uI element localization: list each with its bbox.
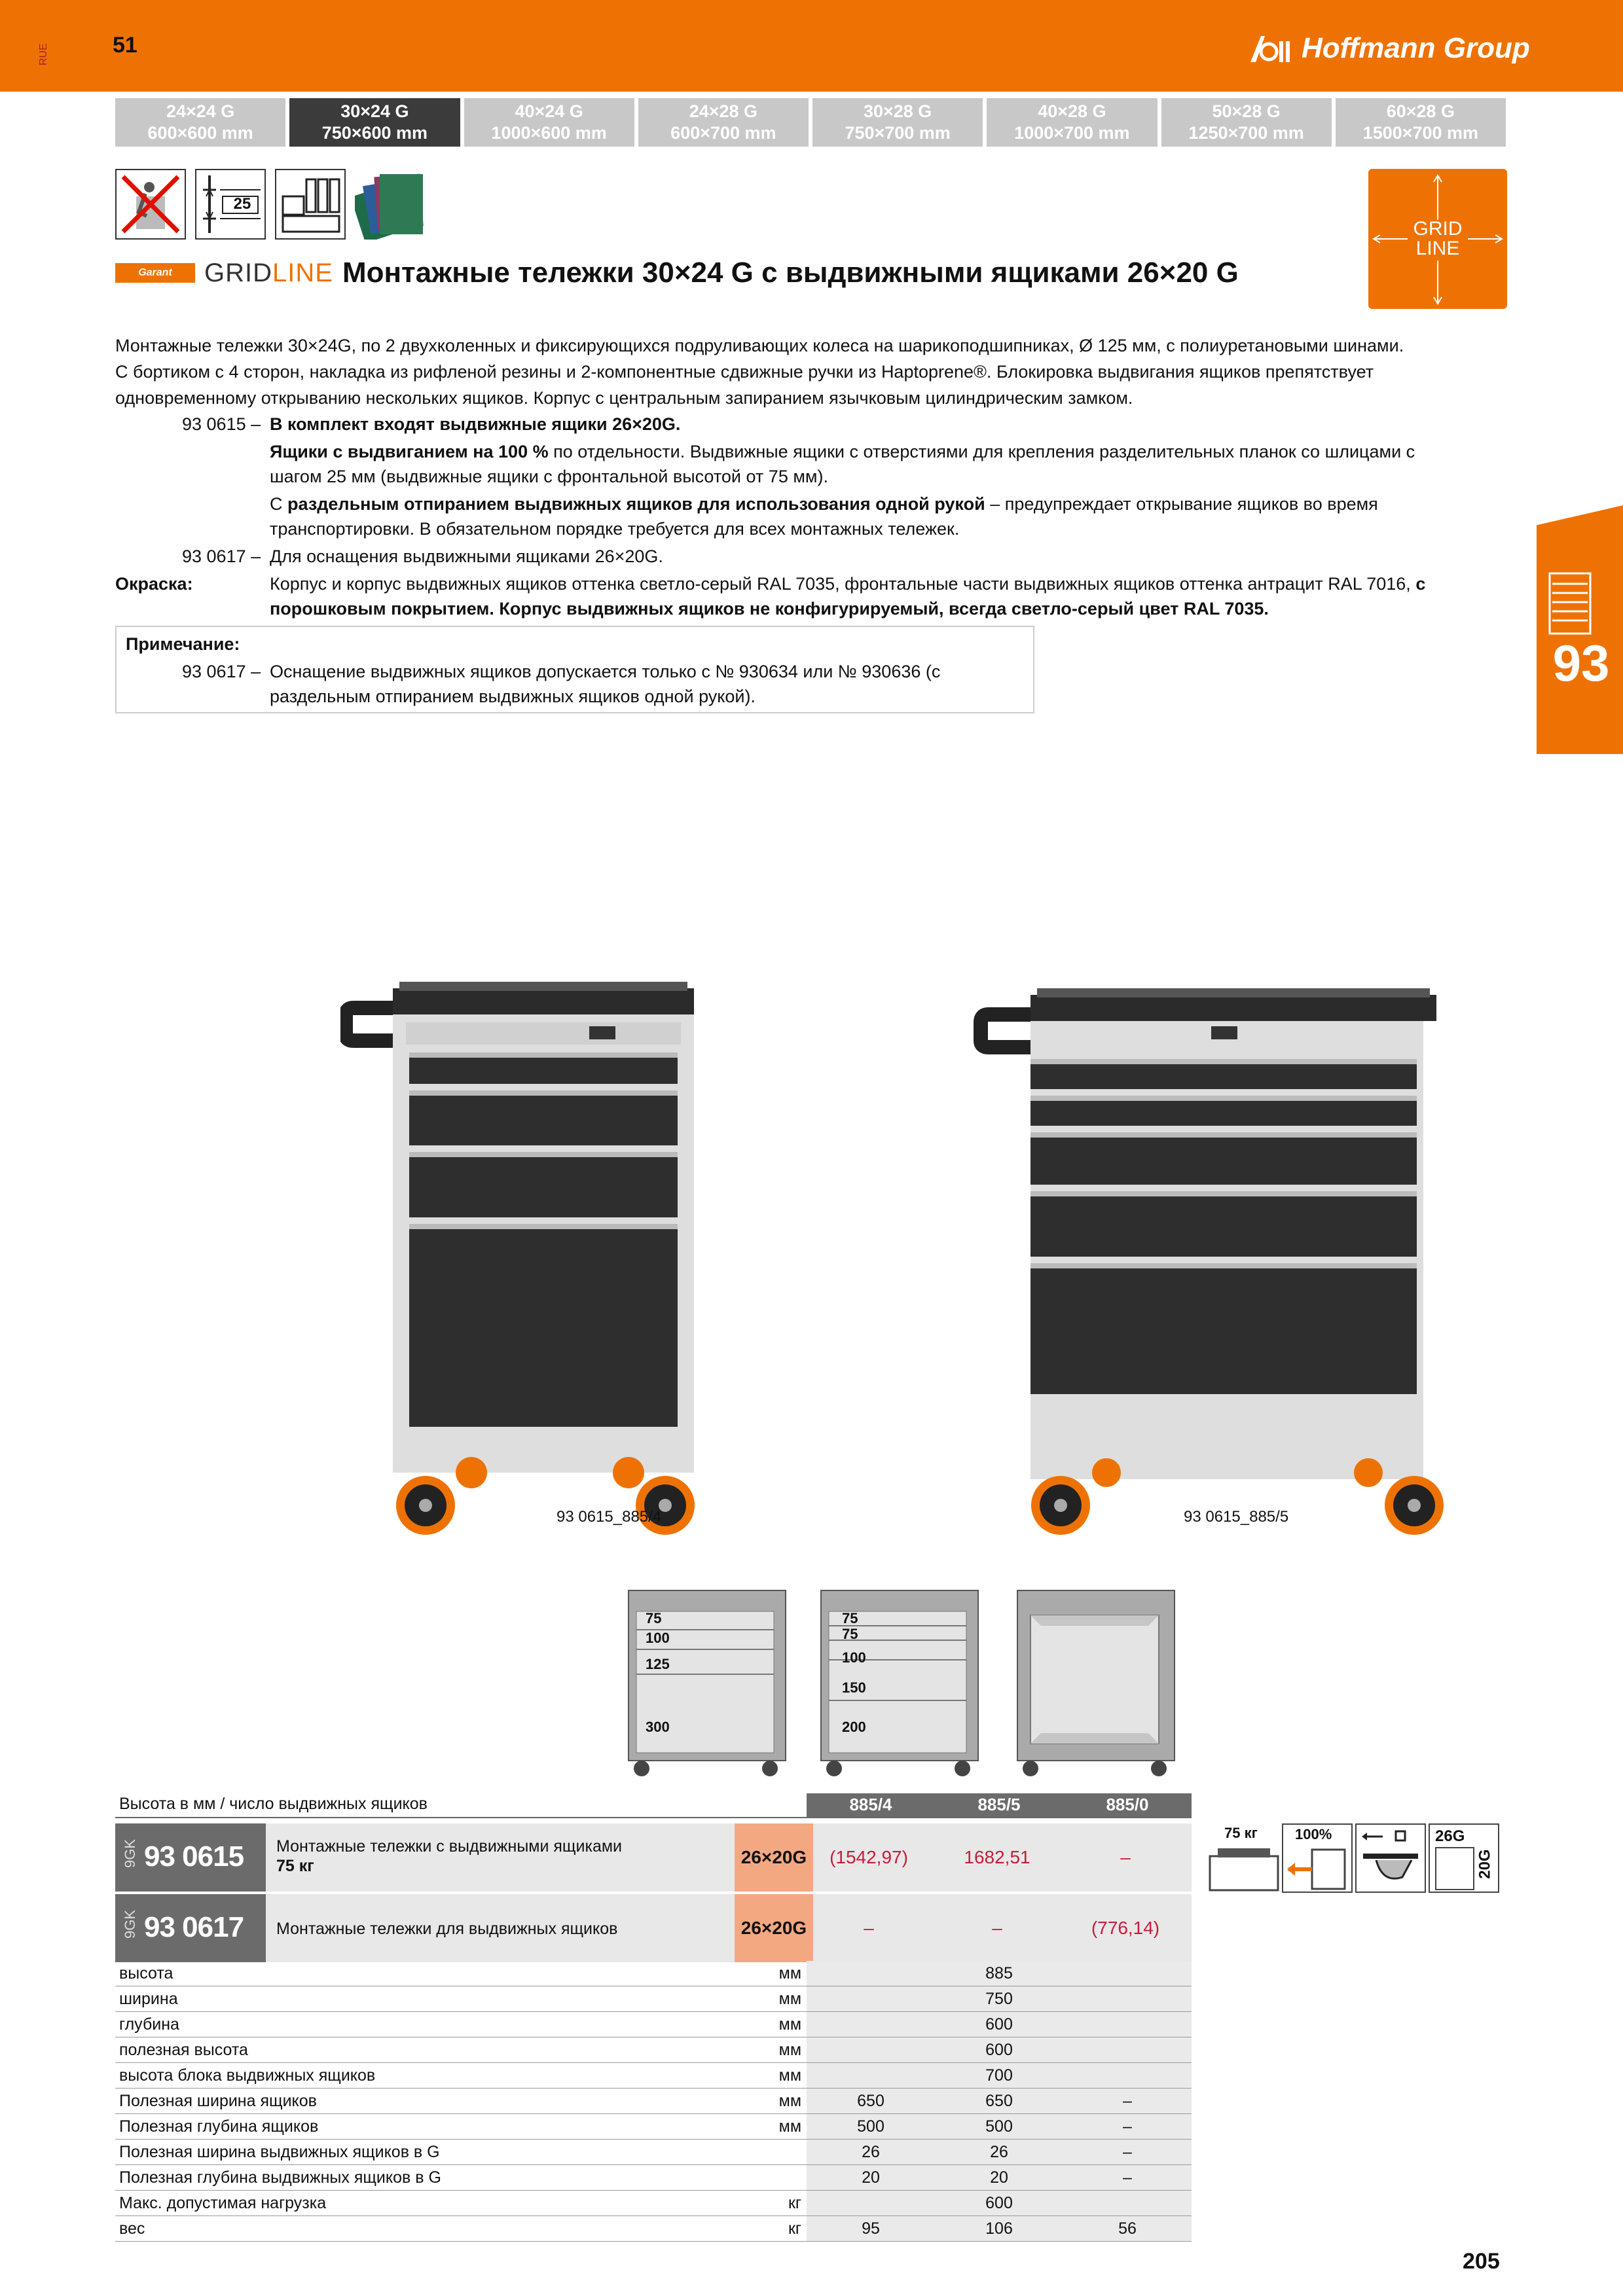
load-capacity-label: 75 кг: [1224, 1825, 1258, 1841]
description-line: Монтажные тележки 30×24G, по 2 двухколенных и фиксирующихся подруливающих колеса на шарикоподшипниках, Ø 125 мм, с полиуретановыми шинами.: [115, 336, 1404, 355]
drawer-diagram-885-5: [808, 1584, 991, 1780]
cart-4-drawers-image: [340, 969, 720, 1545]
binders-icon: [275, 169, 346, 240]
gridline-badge: [1368, 169, 1507, 309]
item-paragraph: [270, 439, 1415, 465]
table-header: [115, 1793, 1192, 1818]
paint-text: [270, 571, 1425, 597]
price-cell: 1682,51: [964, 1847, 1030, 1867]
page-title: Монтажные тележки 30×24 G с выдвижными ящиками 26×20 G: [342, 257, 1239, 289]
spec-row: [115, 1961, 1192, 1986]
size-tab[interactable]: [987, 98, 1157, 147]
column-header: 885/5: [977, 1795, 1021, 1814]
single-hand-lock-icon: [1355, 1823, 1426, 1893]
size-tab[interactable]: [638, 98, 809, 147]
sku-block: [115, 1894, 266, 1962]
tab-size-mm: 750×600 mm: [321, 123, 428, 143]
spec-label: высота: [119, 1964, 173, 1982]
paint-label: Окраска:: [115, 574, 193, 594]
spec-value: 885: [985, 1964, 1013, 1982]
grid-depth-label: 20G: [1476, 1849, 1494, 1879]
tab-size-g: 24×24 G: [166, 101, 235, 121]
spec-value: –: [1123, 2117, 1132, 2136]
drawer-diagram-885-0: [1004, 1584, 1188, 1780]
diagram-label: 150: [842, 1679, 866, 1696]
page-number: 205: [1463, 2249, 1500, 2274]
diagram-label: 75: [842, 1626, 858, 1642]
spec-row: [115, 2089, 1192, 2114]
spec-value: –: [1123, 2143, 1132, 2161]
item-text: С: [270, 494, 287, 514]
spec-value: 500: [857, 2117, 884, 2136]
spec-value: 20: [990, 2168, 1008, 2187]
spec-value: 600: [985, 2015, 1013, 2034]
note-text: раздельным отпиранием выдвижных ящиков одной рукой).: [270, 687, 756, 706]
item-code: 93 0617 –: [182, 547, 261, 566]
size-tabs: [115, 98, 1506, 147]
spec-value: 600: [985, 2041, 1013, 2059]
catalog-section-number: 51: [113, 33, 137, 58]
color-swatches-icon: [355, 169, 426, 240]
spec-label: глубина: [119, 2015, 179, 2034]
spec-label: Полезная глубина выдвижных ящиков в G: [119, 2168, 441, 2187]
diagram-label: 100: [646, 1630, 670, 1646]
tab-size-mm: 750×700 mm: [845, 123, 951, 143]
spec-row: [115, 2037, 1192, 2063]
spec-table: [115, 1961, 1192, 2241]
product-row[interactable]: [115, 1823, 1192, 1892]
sku-number: 93 0617: [144, 1911, 244, 1943]
spec-label: Полезная глубина ящиков: [119, 2117, 319, 2136]
item-text: Для оснащения выдвижными ящиками 26×20G.: [270, 547, 663, 566]
sku-block: [115, 1823, 266, 1892]
diagram-label: 125: [646, 1656, 670, 1672]
note-label: Примечание:: [126, 634, 240, 654]
spec-label: Полезная ширина ящиков: [119, 2092, 317, 2110]
spec-value: –: [1123, 2168, 1132, 2187]
spec-unit: кг: [788, 2219, 801, 2238]
diagram-label: 100: [842, 1649, 866, 1666]
spec-label: вес: [119, 2219, 145, 2238]
spec-label: Макс. допустимая нагрузка: [119, 2194, 327, 2212]
item-text: В комплект входят выдвижные ящики 26×20G.: [270, 414, 681, 434]
drawer-pitch-icon: [195, 169, 266, 240]
hoffmann-logo-icon: [1249, 32, 1295, 65]
spec-value: 26: [990, 2143, 1008, 2161]
feature-icons: [115, 169, 426, 241]
item-bold: раздельным отпиранием выдвижных ящиков для использования одной рукой: [287, 494, 985, 514]
grid-box: [1435, 1847, 1474, 1890]
extension-label: 100%: [1295, 1826, 1332, 1842]
price-cell: –: [992, 1918, 1002, 1938]
size-tab[interactable]: [1161, 98, 1332, 147]
spec-unit: мм: [778, 2015, 801, 2034]
spec-row: [115, 1986, 1192, 2012]
gridline-badge-line1: GRID: [1413, 218, 1463, 240]
drawer-type: 26×20G: [735, 1894, 813, 1962]
paint-text: порошковым покрытием. Корпус выдвижных ящиков не конфигурируемый, всегда светло-серый цвет RAL 7035.: [270, 599, 1269, 619]
sku-number: 93 0615: [144, 1840, 244, 1873]
table-header-label: Высота в мм / число выдвижных ящиков: [119, 1795, 428, 1813]
spec-row: [115, 2114, 1192, 2140]
item-bold: Ящики с выдвиганием на 100 %: [270, 442, 549, 461]
tab-size-g: 30×28 G: [863, 101, 932, 121]
spec-value: 56: [1118, 2219, 1137, 2238]
grid-width-label: 26G: [1435, 1827, 1465, 1845]
cabinet-icon: [1547, 571, 1593, 636]
spec-value: –: [1123, 2092, 1132, 2110]
tab-size-g: 40×24 G: [515, 101, 583, 121]
price-cell: (776,14): [1091, 1918, 1160, 1938]
spec-unit: мм: [778, 2066, 801, 2085]
tab-size-g: 30×24 G: [340, 101, 409, 121]
full-extension-icon: [1282, 1823, 1353, 1893]
gridline-badge-line2: LINE: [1415, 238, 1460, 259]
gridline-logo-a: GRID: [204, 258, 272, 287]
spec-value: 20: [862, 2168, 880, 2187]
product-name: Монтажные тележки для выдвижных ящиков: [276, 1920, 618, 1938]
spec-value: 650: [985, 2092, 1013, 2110]
spec-label: полезная высота: [119, 2041, 248, 2059]
column-header: 885/4: [849, 1795, 892, 1814]
tab-size-mm: 1500×700 mm: [1362, 123, 1479, 143]
spec-row: [115, 2140, 1192, 2165]
size-tab[interactable]: [115, 98, 285, 147]
spec-row: [115, 2063, 1192, 2089]
drawer-diagram-885-4: [615, 1584, 799, 1780]
note-text: Оснащение выдвижных ящиков допускается только с № 930634 или № 930636 (с: [270, 662, 941, 681]
size-tab[interactable]: [464, 98, 634, 147]
garant-logo: Garant: [115, 263, 195, 283]
price-cell: (1542,97): [830, 1847, 908, 1867]
gridline-logo-b: LINE: [272, 258, 333, 287]
diagram-label: 75: [842, 1610, 858, 1626]
size-tab[interactable]: [812, 98, 983, 147]
grid-size-icon: [1429, 1823, 1499, 1893]
spec-row: [115, 2165, 1192, 2191]
spec-unit: мм: [778, 2117, 801, 2136]
item-text: – предупреждает открывание ящиков во время: [985, 494, 1378, 514]
tab-size-mm: 1000×700 mm: [1014, 123, 1130, 143]
tab-size-g: 40×28 G: [1038, 101, 1106, 121]
title-row: [115, 254, 1239, 292]
load-capacity-icon: [1209, 1823, 1279, 1893]
paint-text-b: с: [1415, 574, 1426, 594]
drawer-type: 26×20G: [735, 1823, 813, 1892]
spec-unit: мм: [778, 2041, 801, 2059]
spec-unit: кг: [788, 2194, 801, 2212]
spec-value: 650: [857, 2092, 884, 2110]
tab-size-g: 60×28 G: [1386, 101, 1455, 121]
diagram-label: 200: [842, 1719, 866, 1735]
description-line: одновременному открыванию нескольких ящиков. Корпус с центральным запиранием язычковым цилиндрическим замком.: [115, 388, 1133, 408]
item-paragraph: транспортировки. В обязательном порядке требуется для всех монтажных тележек.: [270, 519, 960, 539]
spec-value: 106: [985, 2219, 1013, 2238]
tab-size-g: 24×28 G: [689, 101, 758, 121]
sku-prefix: 9GK: [122, 1910, 138, 1939]
paint-text-a: Корпус и корпус выдвижных ящиков оттенка светло-серый RAL 7035, фронтальные части выдвижных ящиков оттенка антрацит RAL 7016,: [270, 574, 1416, 594]
tab-size-mm: 1250×700 mm: [1188, 123, 1304, 143]
cart-5-drawers-image: [962, 975, 1512, 1551]
pitch-label: 25: [233, 195, 251, 213]
spec-row: [115, 2216, 1192, 2242]
language-code: RUE: [38, 43, 49, 65]
product-load: 75 кг: [276, 1857, 314, 1875]
spec-value: 700: [985, 2066, 1013, 2085]
spec-unit: мм: [778, 2092, 801, 2110]
spec-value: 600: [985, 2194, 1013, 2212]
price-cell: –: [864, 1918, 874, 1938]
tab-size-g: 50×28 G: [1212, 101, 1281, 121]
tab-size-mm: 600×600 mm: [147, 123, 253, 143]
note-code: 93 0617 –: [182, 662, 261, 681]
column-header: 885/0: [1106, 1795, 1149, 1814]
size-tab-active[interactable]: [289, 98, 460, 147]
spec-value: 26: [862, 2143, 880, 2161]
image-caption: 93 0615_885/5: [1184, 1508, 1289, 1526]
spec-label: высота блока выдвижных ящиков: [119, 2066, 376, 2085]
diagram-label: 300: [646, 1719, 670, 1735]
product-name: Монтажные тележки с выдвижными ящиками: [276, 1837, 623, 1856]
item-paragraph: шагом 25 мм (выдвижные ящики с фронтальной высотой от 75 мм).: [270, 467, 828, 486]
spec-value: 95: [862, 2219, 880, 2238]
price-cell: –: [1120, 1847, 1131, 1867]
spec-label: Полезная ширина выдвижных ящиков в G: [119, 2143, 440, 2161]
tab-size-mm: 1000×600 mm: [491, 123, 607, 143]
diagram-label: 75: [646, 1610, 662, 1626]
chapter-number: 93: [1552, 634, 1610, 692]
image-caption: 93 0615_885/4: [556, 1508, 662, 1526]
spec-row: [115, 2191, 1192, 2216]
description-line: С бортиком с 4 сторон, накладка из рифленой резины и 2-компонентные сдвижные ручки из Haptoprene®. Блокировка выдвигания ящиков препятствует: [115, 362, 1374, 382]
spec-unit: мм: [778, 1990, 801, 2008]
spec-unit: мм: [778, 1964, 801, 1982]
item-code: 93 0615 –: [182, 414, 261, 434]
no-climb-icon: [115, 169, 186, 240]
tab-size-mm: 600×700 mm: [670, 123, 776, 143]
spec-label: ширина: [119, 1990, 178, 2008]
spec-value: 500: [985, 2117, 1013, 2136]
chapter-side-tab: [1537, 505, 1623, 754]
item-text: по отдельности. Выдвижные ящики с отверстиями для крепления разделительных планок со шлицами с: [548, 442, 1415, 461]
gridline-logo: [204, 259, 333, 288]
item-paragraph: [270, 491, 1378, 517]
spec-row: [115, 2012, 1192, 2037]
hoffmann-group-logo: [1249, 29, 1530, 68]
product-row[interactable]: [115, 1894, 1192, 1962]
brand-name: Hoffmann Group: [1302, 32, 1530, 64]
size-tab[interactable]: [1336, 98, 1506, 147]
spec-value: 750: [985, 1990, 1013, 2008]
sku-prefix: 9GK: [122, 1839, 138, 1869]
